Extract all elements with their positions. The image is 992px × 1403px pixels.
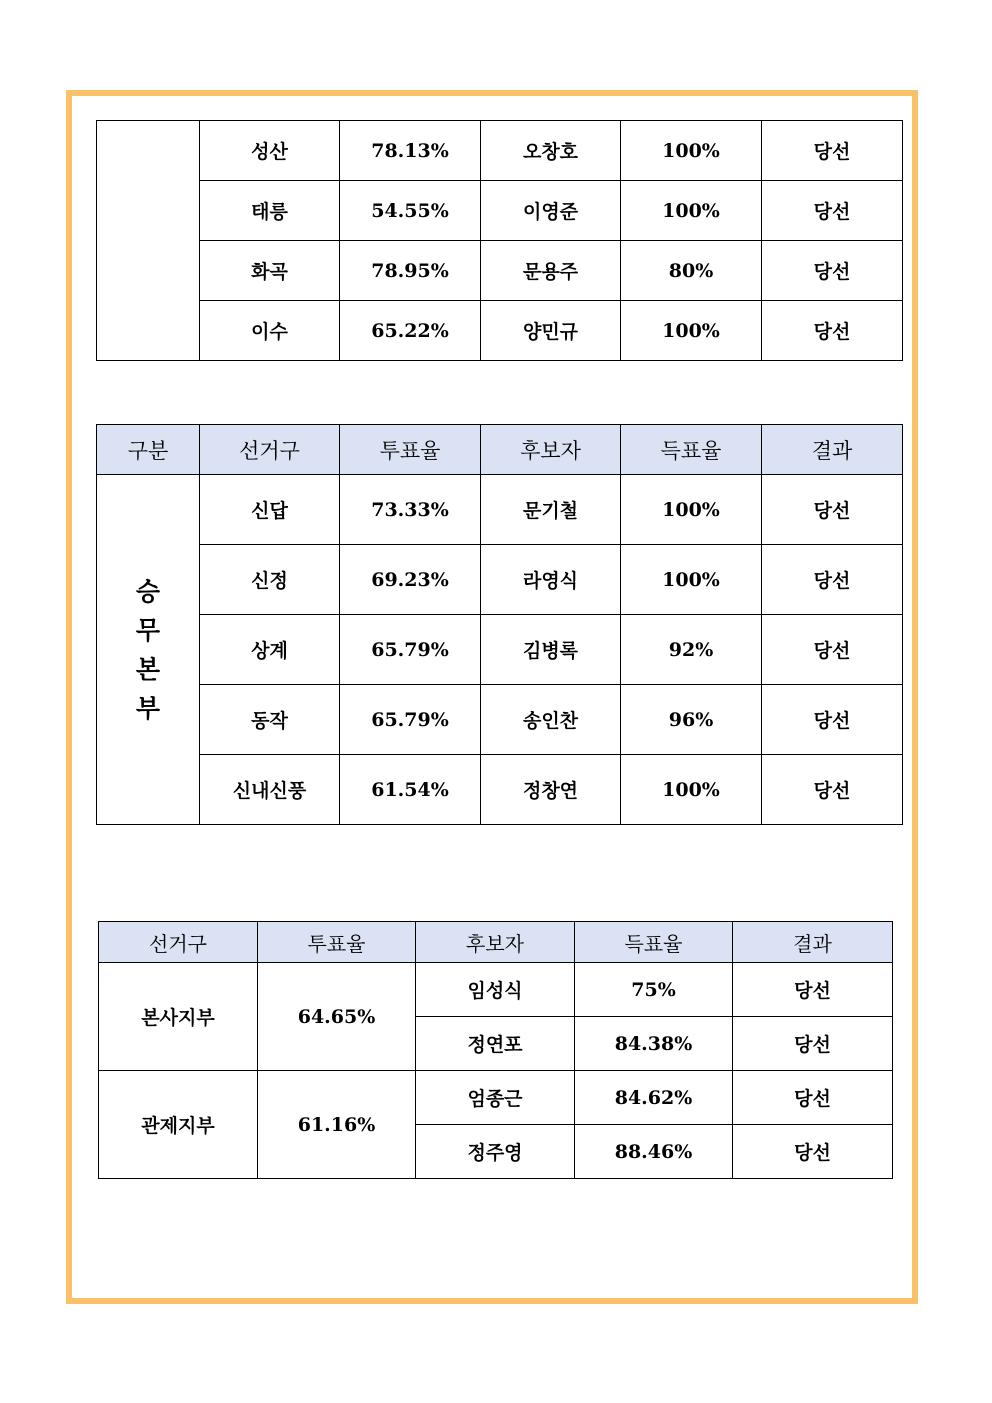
table-row [97, 615, 903, 685]
group-char: 본 [135, 654, 161, 684]
results-table-continued [96, 120, 903, 361]
result-cell: 당선 [762, 545, 903, 615]
table-row [99, 1071, 893, 1125]
vote-share-cell: 100% [621, 755, 762, 825]
vote-share-cell: 100% [621, 181, 762, 241]
district-cell: 상계 [200, 615, 340, 685]
results-table-group [96, 424, 903, 825]
turnout-cell: 78.13% [340, 121, 481, 181]
header-category: 구분 [97, 425, 200, 475]
candidate-cell: 문용주 [481, 241, 621, 301]
table-row [97, 545, 903, 615]
candidate-cell: 문기철 [481, 475, 621, 545]
group-char: 승 [135, 576, 161, 606]
header-result: 결과 [762, 425, 903, 475]
group-char: 무 [135, 615, 161, 645]
turnout-cell: 54.55% [340, 181, 481, 241]
candidate-cell: 라영식 [481, 545, 621, 615]
candidate-cell: 임성식 [416, 963, 575, 1017]
header-row [99, 922, 893, 963]
district-cell: 신내신풍 [200, 755, 340, 825]
header-row [97, 425, 903, 475]
result-cell: 당선 [762, 181, 903, 241]
district-cell: 신정 [200, 545, 340, 615]
turnout-cell: 65.79% [340, 685, 481, 755]
district-cell: 화곡 [200, 241, 340, 301]
header-district: 선거구 [200, 425, 340, 475]
result-cell: 당선 [762, 615, 903, 685]
vote-share-cell: 100% [621, 301, 762, 361]
header-candidate: 후보자 [481, 425, 621, 475]
district-cell: 성산 [200, 121, 340, 181]
result-cell: 당선 [762, 685, 903, 755]
vote-share-cell: 80% [621, 241, 762, 301]
candidate-cell: 오창호 [481, 121, 621, 181]
turnout-cell: 69.23% [340, 545, 481, 615]
turnout-cell: 73.33% [340, 475, 481, 545]
group-char: 부 [135, 693, 161, 723]
header-vote-share: 득표율 [621, 425, 762, 475]
district-cell: 이수 [200, 301, 340, 361]
group-cell-empty [97, 121, 200, 361]
result-cell: 당선 [762, 121, 903, 181]
district-cell: 본사지부 [99, 963, 258, 1071]
header-turnout: 투표율 [258, 922, 416, 963]
header-district: 선거구 [99, 922, 258, 963]
turnout-cell: 65.22% [340, 301, 481, 361]
table-row [97, 121, 903, 181]
header-turnout: 투표율 [340, 425, 481, 475]
header-vote-share: 득표율 [575, 922, 733, 963]
result-cell: 당선 [733, 1125, 893, 1179]
result-cell: 당선 [733, 963, 893, 1017]
table-row [97, 755, 903, 825]
result-cell: 당선 [733, 1071, 893, 1125]
table-row [97, 241, 903, 301]
vote-share-cell: 92% [621, 615, 762, 685]
result-cell: 당선 [762, 475, 903, 545]
table-row [97, 685, 903, 755]
vote-share-cell: 100% [621, 475, 762, 545]
vote-share-cell: 100% [621, 545, 762, 615]
candidate-cell: 정주영 [416, 1125, 575, 1179]
vote-share-cell: 100% [621, 121, 762, 181]
result-cell: 당선 [762, 301, 903, 361]
result-cell: 당선 [762, 241, 903, 301]
candidate-cell: 양민규 [481, 301, 621, 361]
vote-share-cell: 84.62% [575, 1071, 733, 1125]
header-candidate: 후보자 [416, 922, 575, 963]
district-cell: 관제지부 [99, 1071, 258, 1179]
result-cell: 당선 [733, 1017, 893, 1071]
header-result: 결과 [733, 922, 893, 963]
turnout-cell: 65.79% [340, 615, 481, 685]
candidate-cell: 정창연 [481, 755, 621, 825]
turnout-cell: 64.65% [258, 963, 416, 1071]
vote-share-cell: 88.46% [575, 1125, 733, 1179]
vote-share-cell: 75% [575, 963, 733, 1017]
district-cell: 동작 [200, 685, 340, 755]
district-cell: 신답 [200, 475, 340, 545]
results-table-branches [98, 921, 893, 1179]
district-cell: 태릉 [200, 181, 340, 241]
result-cell: 당선 [762, 755, 903, 825]
group-label-vertical [97, 475, 200, 825]
candidate-cell: 정연포 [416, 1017, 575, 1071]
table-row [97, 181, 903, 241]
vote-share-cell: 84.38% [575, 1017, 733, 1071]
turnout-cell: 78.95% [340, 241, 481, 301]
table-row [97, 301, 903, 361]
turnout-cell: 61.54% [340, 755, 481, 825]
candidate-cell: 이영준 [481, 181, 621, 241]
candidate-cell: 김병록 [481, 615, 621, 685]
table-row [97, 475, 903, 545]
vote-share-cell: 96% [621, 685, 762, 755]
turnout-cell: 61.16% [258, 1071, 416, 1179]
table-row [99, 963, 893, 1017]
candidate-cell: 엄종근 [416, 1071, 575, 1125]
candidate-cell: 송인찬 [481, 685, 621, 755]
